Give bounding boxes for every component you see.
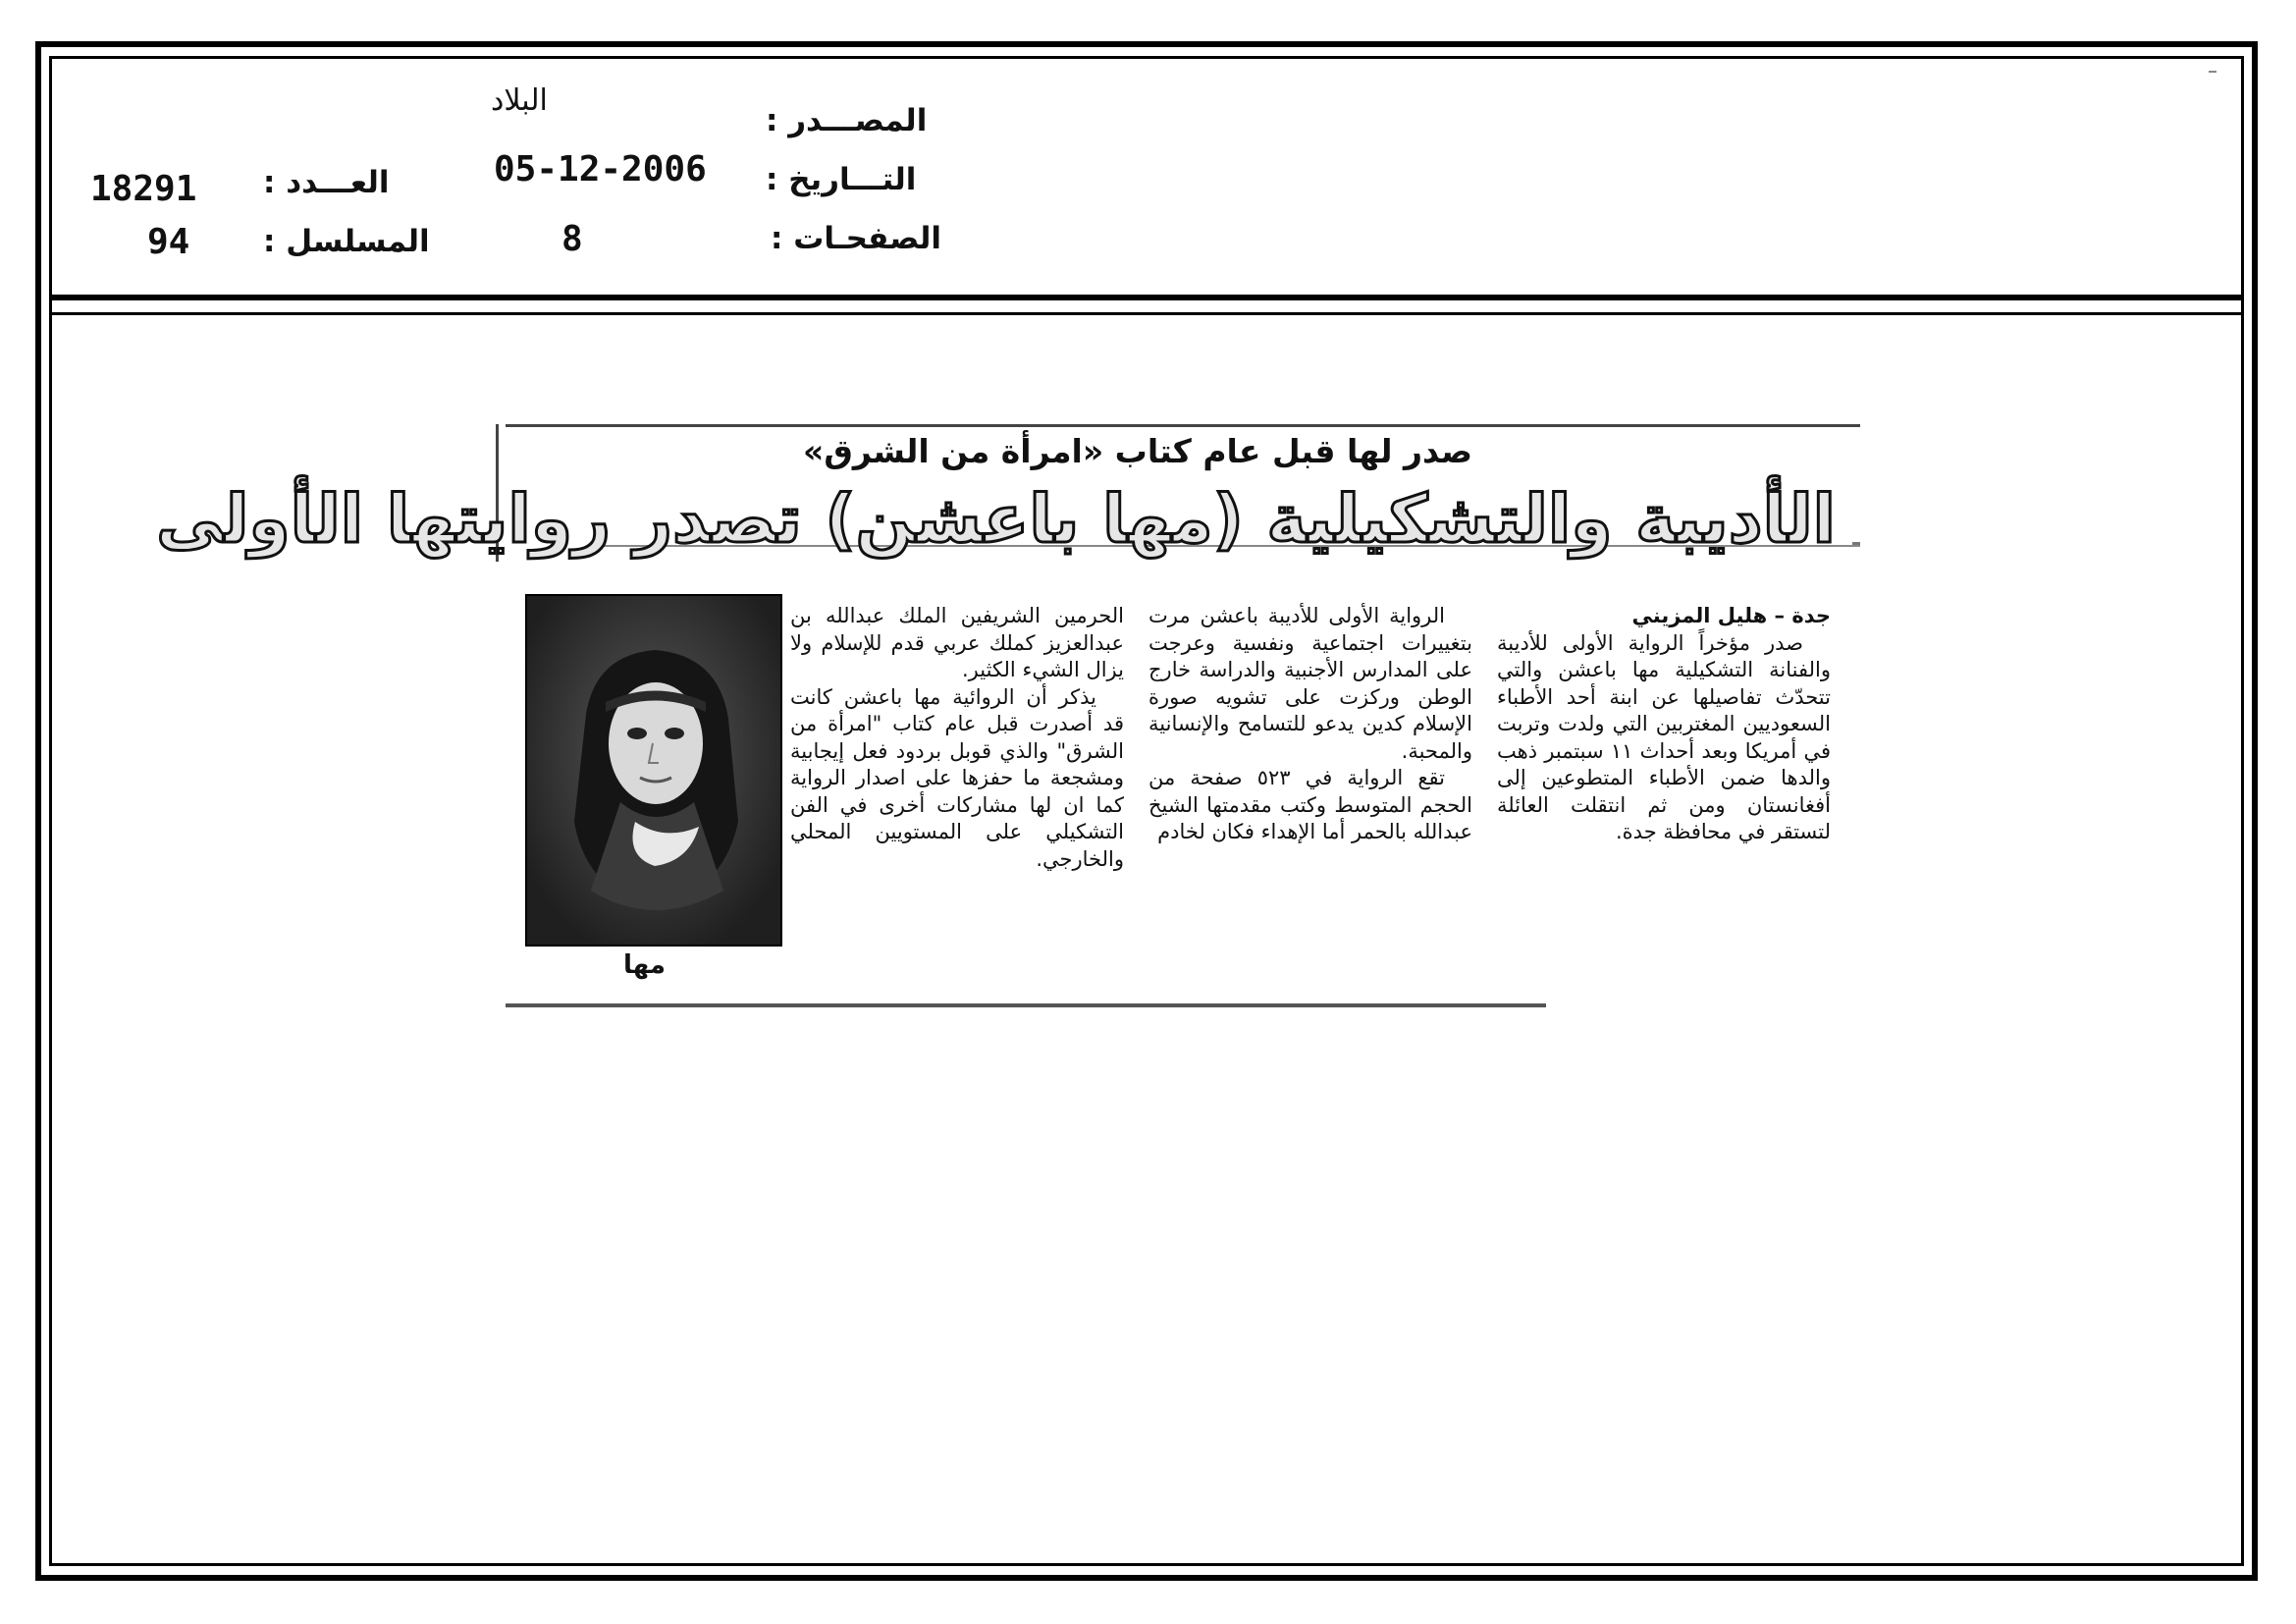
article-column-3 [790, 603, 1124, 873]
header-divider-thin [49, 312, 2244, 315]
article-headline: الأديبة والتشكيلية (مها باعشن) تصدر روايتها الأولى [156, 481, 1836, 559]
corner-mark [2209, 71, 2216, 73]
serial-label: المسلسل : [263, 224, 430, 259]
date-label: التـــاريخ : [766, 162, 917, 197]
column-3-paragraph-1: الحرمين الشريفين الملك عبدالله بن عبدالعزيز كملك عربي قدم للإسلام ولا يزال الشيء الكثير. [790, 604, 1124, 681]
serial-value: 94 [147, 222, 190, 262]
source-label: المصـــدر : [766, 103, 928, 138]
issue-value: 18291 [90, 169, 197, 209]
column-2-paragraph-2: تقع الرواية في ٥٢٣ صفحة من الحجم المتوسط وكتب مقدمتها الشيخ عبدالله بالحمر أما الإهداء فكان لخادم [1148, 766, 1472, 843]
column-2-paragraph-1: الرواية الأولى للأديبة باعشن مرت بتغييرات اجتماعية ونفسية وعرجت على المدارس الأجنبية والدراسة خارج الوطن وركزت على تشويه صورة الإسلام كدين يدعو للتسامح والإنسانية والمحبة. [1148, 604, 1472, 763]
article-byline: جدة – هليل المزيني [1631, 604, 1831, 627]
headline-dash [1852, 542, 1860, 545]
author-photo [525, 594, 782, 947]
column-1-text: صدر مؤخراً الرواية الأولى للأديبة والفنانة التشكيلية مها باعشن والتي تتحدّث تفاصيلها عن ابنة أحد الأطباء السعوديين المغتربين التي ولدت وتربت في أمريكا وبعد أحداث ١١ سبتمبر ذهب والدها ضمن الأطباء المتطوعين إلى أفغانستان ومن ثم انتقلت العائلة لتستقر في محافظة جدة. [1497, 630, 1831, 843]
column-3-paragraph-2: يذكر أن الروائية مها باعشن كانت قد أصدرت قبل عام كتاب "امرأة من الشرق" والذي قوبل بردود فعل إيجابية ومشجعة ما حفزها على اصدار الرواية كما ان لها مشاركات أخرى في الفن التشكيلي على المستويين المحلي والخارجي. [790, 684, 1124, 871]
clip-top-rule [506, 424, 1860, 427]
issue-label: العـــدد : [263, 165, 390, 200]
photo-caption: مها [623, 950, 667, 980]
pages-value: 8 [561, 219, 583, 259]
source-value: البلاد [491, 83, 548, 118]
header-divider [49, 295, 2244, 300]
clip-bottom-rule [506, 1003, 1546, 1007]
article-column-1 [1497, 603, 1831, 846]
date-value: 05-12-2006 [494, 149, 707, 189]
article-kicker: صدر لها قبل عام كتاب «امرأة من الشرق» [803, 432, 1472, 470]
article-column-2 [1148, 603, 1472, 846]
portrait-image [527, 596, 780, 945]
pages-label: الصفحـات : [771, 221, 942, 256]
newspaper-clipping [156, 424, 1860, 1013]
